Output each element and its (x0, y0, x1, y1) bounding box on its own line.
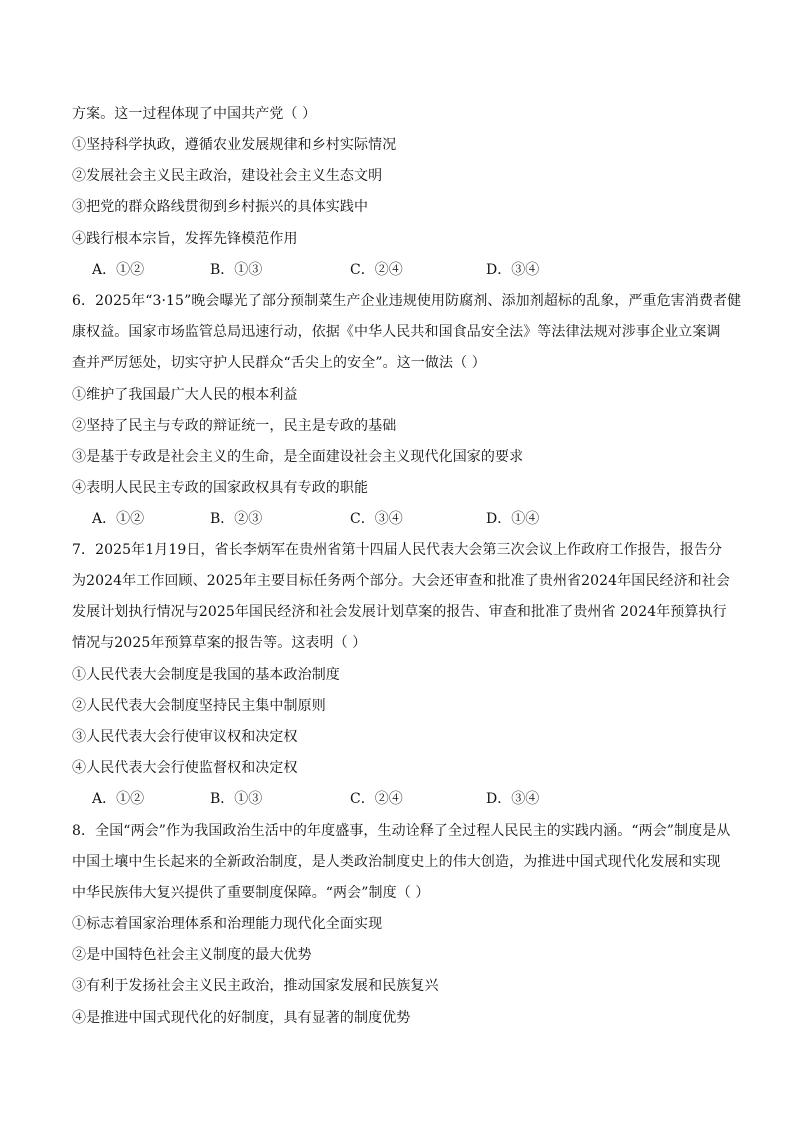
q7-statement-2: ②人民代表大会制度坚持民主集中制原则 (72, 698, 326, 714)
q7-stem-line-4: 情况与2025年预算草案的报告等。这表明（ ） (72, 635, 367, 651)
q5-statement-2: ②发展社会主义民主政治，建设社会主义生态文明 (72, 168, 383, 184)
q6-stem-line-1: 6．2025年“3·15”晚会曝光了部分预制菜生产企业违规使用防腐剂、添加剂超标的乱象，严重危害消费者健 (72, 293, 742, 309)
q5-option-c: C．②④ (350, 262, 403, 278)
q6-statement-1: ①维护了我国最广大人民的根本利益 (72, 387, 298, 403)
q5-option-a: A．①② (92, 262, 145, 278)
q7-option-b: B．①③ (210, 791, 263, 807)
q6-options (92, 510, 612, 528)
q6-option-a: A．①② (92, 511, 145, 527)
q5-options (92, 261, 612, 279)
q6-statement-3: ③是基于专政是社会主义的生命，是全面建设社会主义现代化国家的要求 (72, 449, 524, 465)
q5-statement-1: ①坚持科学执政，遵循农业发展规律和乡村实际情况 (72, 137, 397, 153)
q8-stem-line-3: 中华民族伟大复兴提供了重要制度保障。“两会”制度（ ） (72, 885, 430, 901)
q6-option-b: B．②③ (210, 511, 263, 527)
q5-statement-3: ③把党的群众路线贯彻到乡村振兴的具体实践中 (72, 199, 369, 215)
q8-statement-3: ③有利于发扬社会主义民主政治，推动国家发展和民族复兴 (72, 978, 439, 994)
q8-statement-1: ①标志着国家治理体系和治理能力现代化全面实现 (72, 916, 383, 932)
q7-stem-line-2: 为2024年工作回顾、2025年主要目标任务两个部分。大会还审查和批准了贵州省2024年国民经济和社会 (72, 573, 730, 589)
q7-stem-line-1: 7．2025年1月19日，省长李炳军在贵州省第十四届人民代表大会第三次会议上作政府工作报告，报告分 (72, 542, 723, 558)
q6-stem-line-3: 查并严厉惩处，切实守护人民群众“舌尖上的安全”。这一做法（ ） (72, 355, 486, 371)
q7-statement-3: ③人民代表大会行使审议权和决定权 (72, 729, 298, 745)
q7-stem-line-3: 发展计划执行情况与2025年国民经济和社会发展计划草案的报告、审查和批准了贵州省 2024年预算执行 (72, 604, 727, 620)
q6-statement-2: ②坚持了民主与专政的辩证统一，民主是专政的基础 (72, 418, 397, 434)
q8-stem-line-1: 8．全国“两会”作为我国政治生活中的年度盛事，生动诠释了全过程人民民主的实践内涵。“两会”制度是从 (72, 823, 731, 839)
question-5-stem-tail: 方案。这一过程体现了中国共产党（ ） (72, 106, 317, 122)
q7-options (92, 790, 612, 808)
q7-option-d: D．③④ (486, 791, 540, 807)
q6-statement-4: ④表明人民民主专政的国家政权具有专政的职能 (72, 480, 369, 496)
q8-statement-2: ②是中国特色社会主义制度的最大优势 (72, 947, 312, 963)
q7-statement-4: ④人民代表大会行使监督权和决定权 (72, 760, 298, 776)
q8-stem-line-2: 中国土壤中生长起来的全新政治制度，是人类政治制度史上的伟大创造，为推进中国式现代化发展和实现 (72, 854, 721, 870)
q7-option-c: C．②④ (350, 791, 403, 807)
q5-option-b: B．①③ (210, 262, 263, 278)
q5-option-d: D．③④ (486, 262, 540, 278)
q8-statement-4: ④是推进中国式现代化的好制度，具有显著的制度优势 (72, 1010, 411, 1026)
q6-option-c: C．③④ (350, 511, 403, 527)
q6-stem-line-2: 康权益。国家市场监管总局迅速行动，依据《中华人民共和国食品安全法》等法律法规对涉事企业立案调 (72, 324, 721, 340)
q7-statement-1: ①人民代表大会制度是我国的基本政治制度 (72, 667, 340, 683)
q7-option-a: A．①② (92, 791, 145, 807)
q6-option-d: D．①④ (486, 511, 540, 527)
q5-statement-4: ④践行根本宗旨，发挥先锋模范作用 (72, 231, 298, 247)
